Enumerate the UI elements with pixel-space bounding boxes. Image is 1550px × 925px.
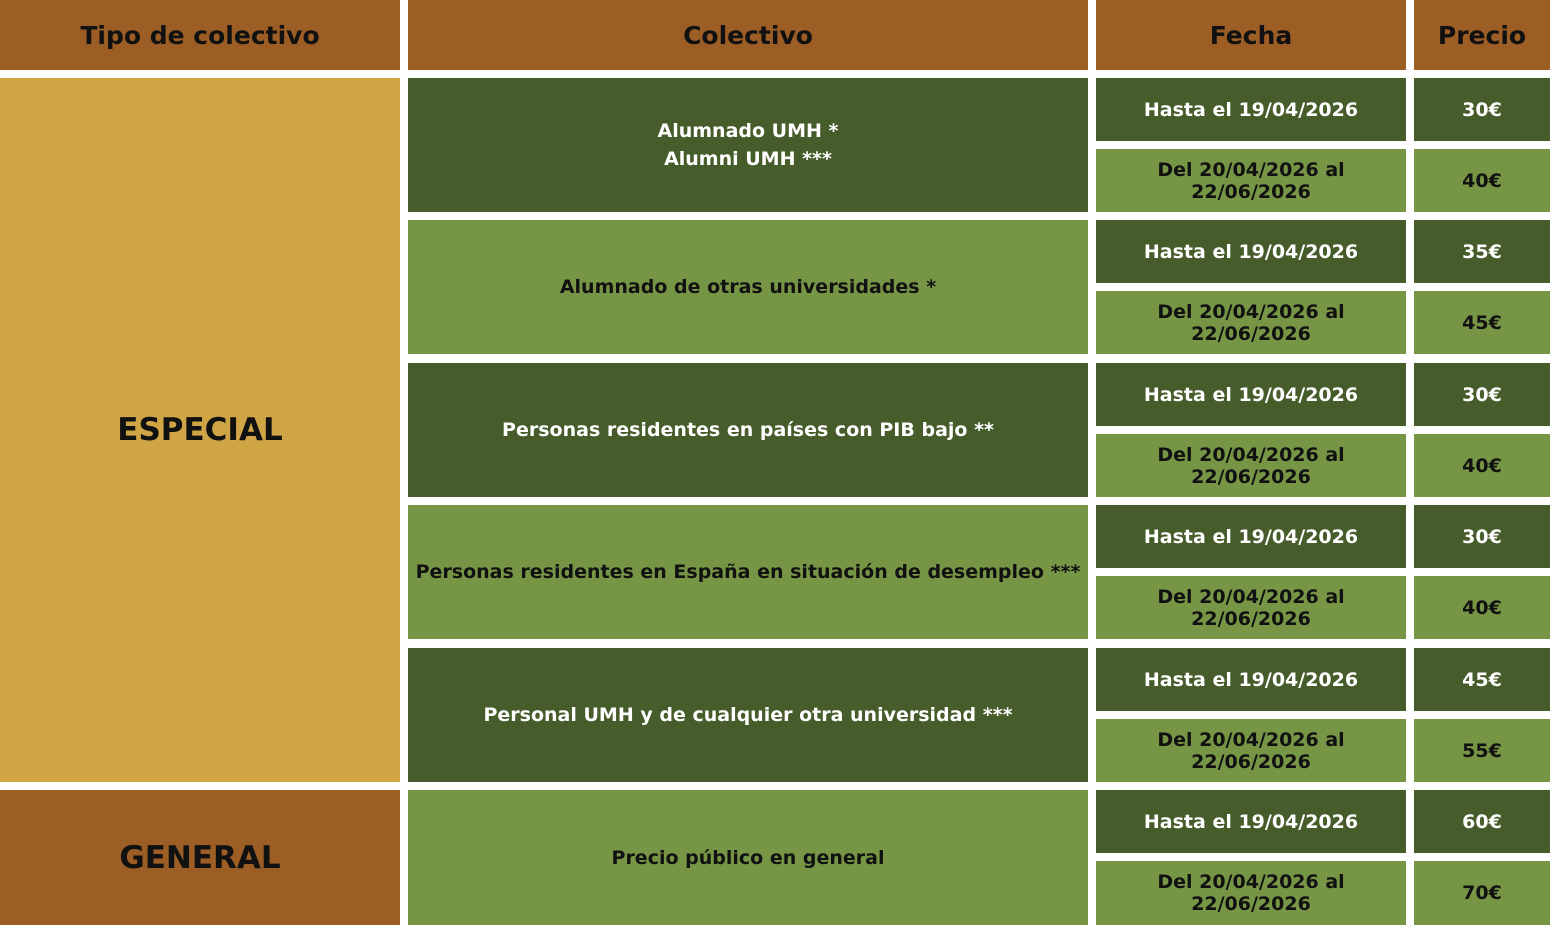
- type-general-cell: [0, 790, 400, 925]
- precio-label: 45€: [1462, 311, 1502, 334]
- fecha-cell: [1096, 220, 1406, 283]
- colectivo-label: Personas residentes en países con PIB bajo **: [502, 419, 994, 441]
- header-precio: [1414, 0, 1550, 70]
- precio-label: 35€: [1462, 240, 1502, 263]
- fecha-label: Del 20/04/2026 al 22/06/2026: [1157, 300, 1345, 345]
- fecha-cell: [1096, 861, 1406, 925]
- header-precio-label: Precio: [1437, 20, 1527, 50]
- precio-label: 55€: [1462, 739, 1502, 762]
- fecha-cell: [1096, 78, 1406, 141]
- colectivo-label: Personal UMH y de cualquier otra universidad ***: [483, 704, 1013, 726]
- precio-label: 40€: [1462, 454, 1502, 477]
- precio-cell: [1414, 78, 1550, 141]
- precio-cell: [1414, 434, 1550, 497]
- precio-label: 40€: [1462, 596, 1502, 619]
- precio-cell: [1414, 648, 1550, 711]
- header-tipo-label: Tipo de colectivo: [80, 20, 320, 50]
- precio-label: 70€: [1462, 882, 1502, 904]
- fecha-label: Hasta el 19/04/2026: [1143, 98, 1359, 121]
- colectivo-cell: [408, 220, 1088, 354]
- precio-cell: [1414, 220, 1550, 283]
- fecha-cell: [1096, 291, 1406, 354]
- precio-cell: [1414, 291, 1550, 354]
- fecha-cell: [1096, 719, 1406, 782]
- fecha-cell: [1096, 790, 1406, 853]
- precio-label: 30€: [1462, 98, 1502, 121]
- colectivo-cell: [408, 363, 1088, 497]
- precio-cell: [1414, 505, 1550, 568]
- precio-cell: [1414, 719, 1550, 782]
- precio-cell: [1414, 576, 1550, 639]
- precio-label: 60€: [1462, 810, 1502, 833]
- colectivo-label: Alumnado de otras universidades *: [559, 276, 937, 298]
- precio-label: 30€: [1462, 383, 1502, 406]
- fecha-label: Hasta el 19/04/2026: [1143, 383, 1359, 406]
- precio-label: 30€: [1462, 525, 1502, 548]
- precio-label: 45€: [1462, 668, 1502, 691]
- colectivo-cell: [408, 505, 1088, 639]
- colectivo-label: Precio público en general: [611, 846, 885, 869]
- fecha-cell: [1096, 576, 1406, 639]
- colectivo-cell: [408, 790, 1088, 925]
- fecha-label: Hasta el 19/04/2026: [1143, 240, 1359, 263]
- fecha-cell: [1096, 363, 1406, 426]
- fecha-label: Del 20/04/2026 al 22/06/2026: [1157, 728, 1345, 773]
- header-colectivo-label: Colectivo: [683, 20, 813, 50]
- fecha-label: Hasta el 19/04/2026: [1143, 525, 1359, 548]
- precio-cell: [1414, 149, 1550, 212]
- type-especial-cell: [0, 78, 400, 782]
- type-especial-label: ESPECIAL: [117, 412, 283, 448]
- header-fecha: [1096, 0, 1406, 70]
- colectivo-cell: [408, 648, 1088, 782]
- fecha-label: Del 20/04/2026 al 22/06/2026: [1157, 585, 1345, 630]
- fecha-cell: [1096, 149, 1406, 212]
- header-fecha-label: Fecha: [1209, 20, 1293, 50]
- precio-cell: [1414, 790, 1550, 853]
- fecha-label: Del 20/04/2026 al 22/06/2026: [1157, 443, 1345, 488]
- header-tipo-de-colectivo: [0, 0, 400, 70]
- colectivo-label: Personas residentes en España en situación de desempleo ***: [415, 561, 1081, 583]
- fecha-label: Hasta el 19/04/2026: [1143, 810, 1359, 833]
- fecha-label: Hasta el 19/04/2026: [1143, 668, 1359, 691]
- fecha-cell: [1096, 434, 1406, 497]
- precio-cell: [1414, 363, 1550, 426]
- fecha-cell: [1096, 505, 1406, 568]
- fecha-label: Del 20/04/2026 al 22/06/2026: [1157, 871, 1345, 915]
- header-colectivo: [408, 0, 1088, 70]
- fecha-label: Del 20/04/2026 al 22/06/2026: [1157, 158, 1345, 203]
- fecha-cell: [1096, 648, 1406, 711]
- precio-label: 40€: [1462, 169, 1502, 192]
- colectivo-cell: [408, 78, 1088, 212]
- precio-cell: [1414, 861, 1550, 925]
- colectivo-label: Alumnado UMH * Alumni UMH ***: [657, 120, 839, 170]
- type-general-label: GENERAL: [119, 839, 281, 876]
